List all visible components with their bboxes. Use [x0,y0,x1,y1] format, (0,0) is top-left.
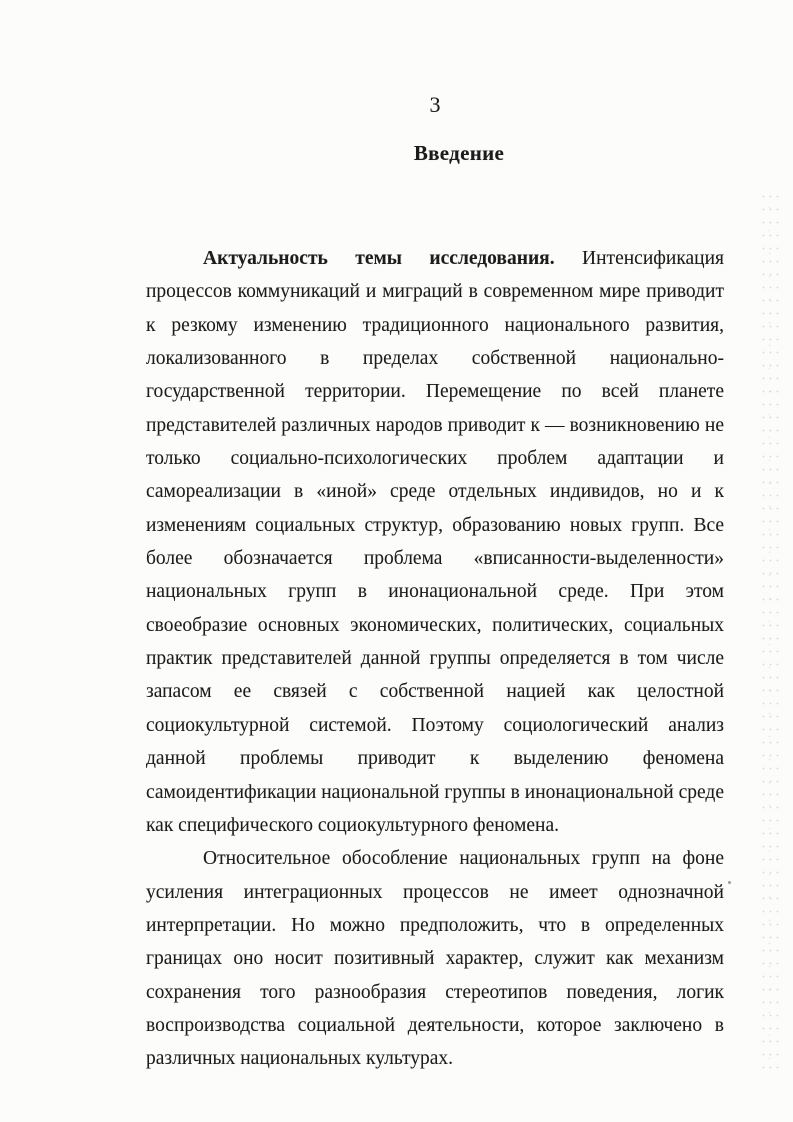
text-line: запасом ее связей с собственной нацией как целостной [146,681,724,703]
page-number: 3 [429,92,441,117]
text-line: только социально-психологических проблем адаптации и [146,448,724,470]
document-body [146,242,724,1076]
text-line: воспроизводства социальной деятельности, которое заключено в [146,1014,724,1036]
scan-speck [728,881,731,884]
paragraph-1 [146,242,724,842]
text-line: социокультурной системой. Поэтому социологический анализ [146,714,724,736]
text-line: самореализации в «иной» среде отдельных индивидов, но и к [146,481,724,503]
text-line: сохранения того разнообразия стереотипов поведения, логик [146,981,724,1003]
text-line: своеобразие основных экономических, политических, социальных [146,614,724,636]
text-line: усиления интеграционных процессов не имеет однозначной [146,881,724,903]
scan-noise-band [760,190,780,1070]
text-line: как специфического социокультурного феномена. [146,814,559,836]
text-line: границах оно носит позитивный характер, служит как механизм [146,948,724,970]
text-line: интерпретации. Но можно предположить, что в определенных [146,914,724,936]
text-line: практик представителей данной группы определяется в том числе [146,648,724,670]
text-line: Актуальность темы исследования. Интенсификация [203,248,724,269]
text-line: самоидентификации национальной группы в инонациональной среде [146,781,724,803]
text-line: данной проблемы приводит к выделению феномена [146,748,724,770]
text-line: различных национальных культурах. [146,1048,454,1070]
lead-phrase: Актуальность темы исследования. [203,248,555,269]
text-line: локализованного в пределах собственной национально- [146,348,724,370]
section-heading: Введение [413,141,505,165]
text-line: изменениям социальных структур, образованию новых групп. Все [146,514,724,536]
paragraph-2 [146,842,724,1075]
text-line: процессов коммуникаций и миграций в современном мире приводит [146,281,724,303]
text-line: более обозначается проблема «вписанности-выделенности» [146,548,724,570]
text-line: национальных групп в инонациональной среде. При этом [146,581,724,603]
text-line: государственной территории. Перемещение по всей планете [146,381,724,403]
text-line: Относительное обособление национальных групп на фоне [203,848,724,870]
text-line: представителей различных народов приводит к — возникновению не [146,414,724,436]
text-line: к резкому изменению традиционного национального развития, [146,314,724,336]
